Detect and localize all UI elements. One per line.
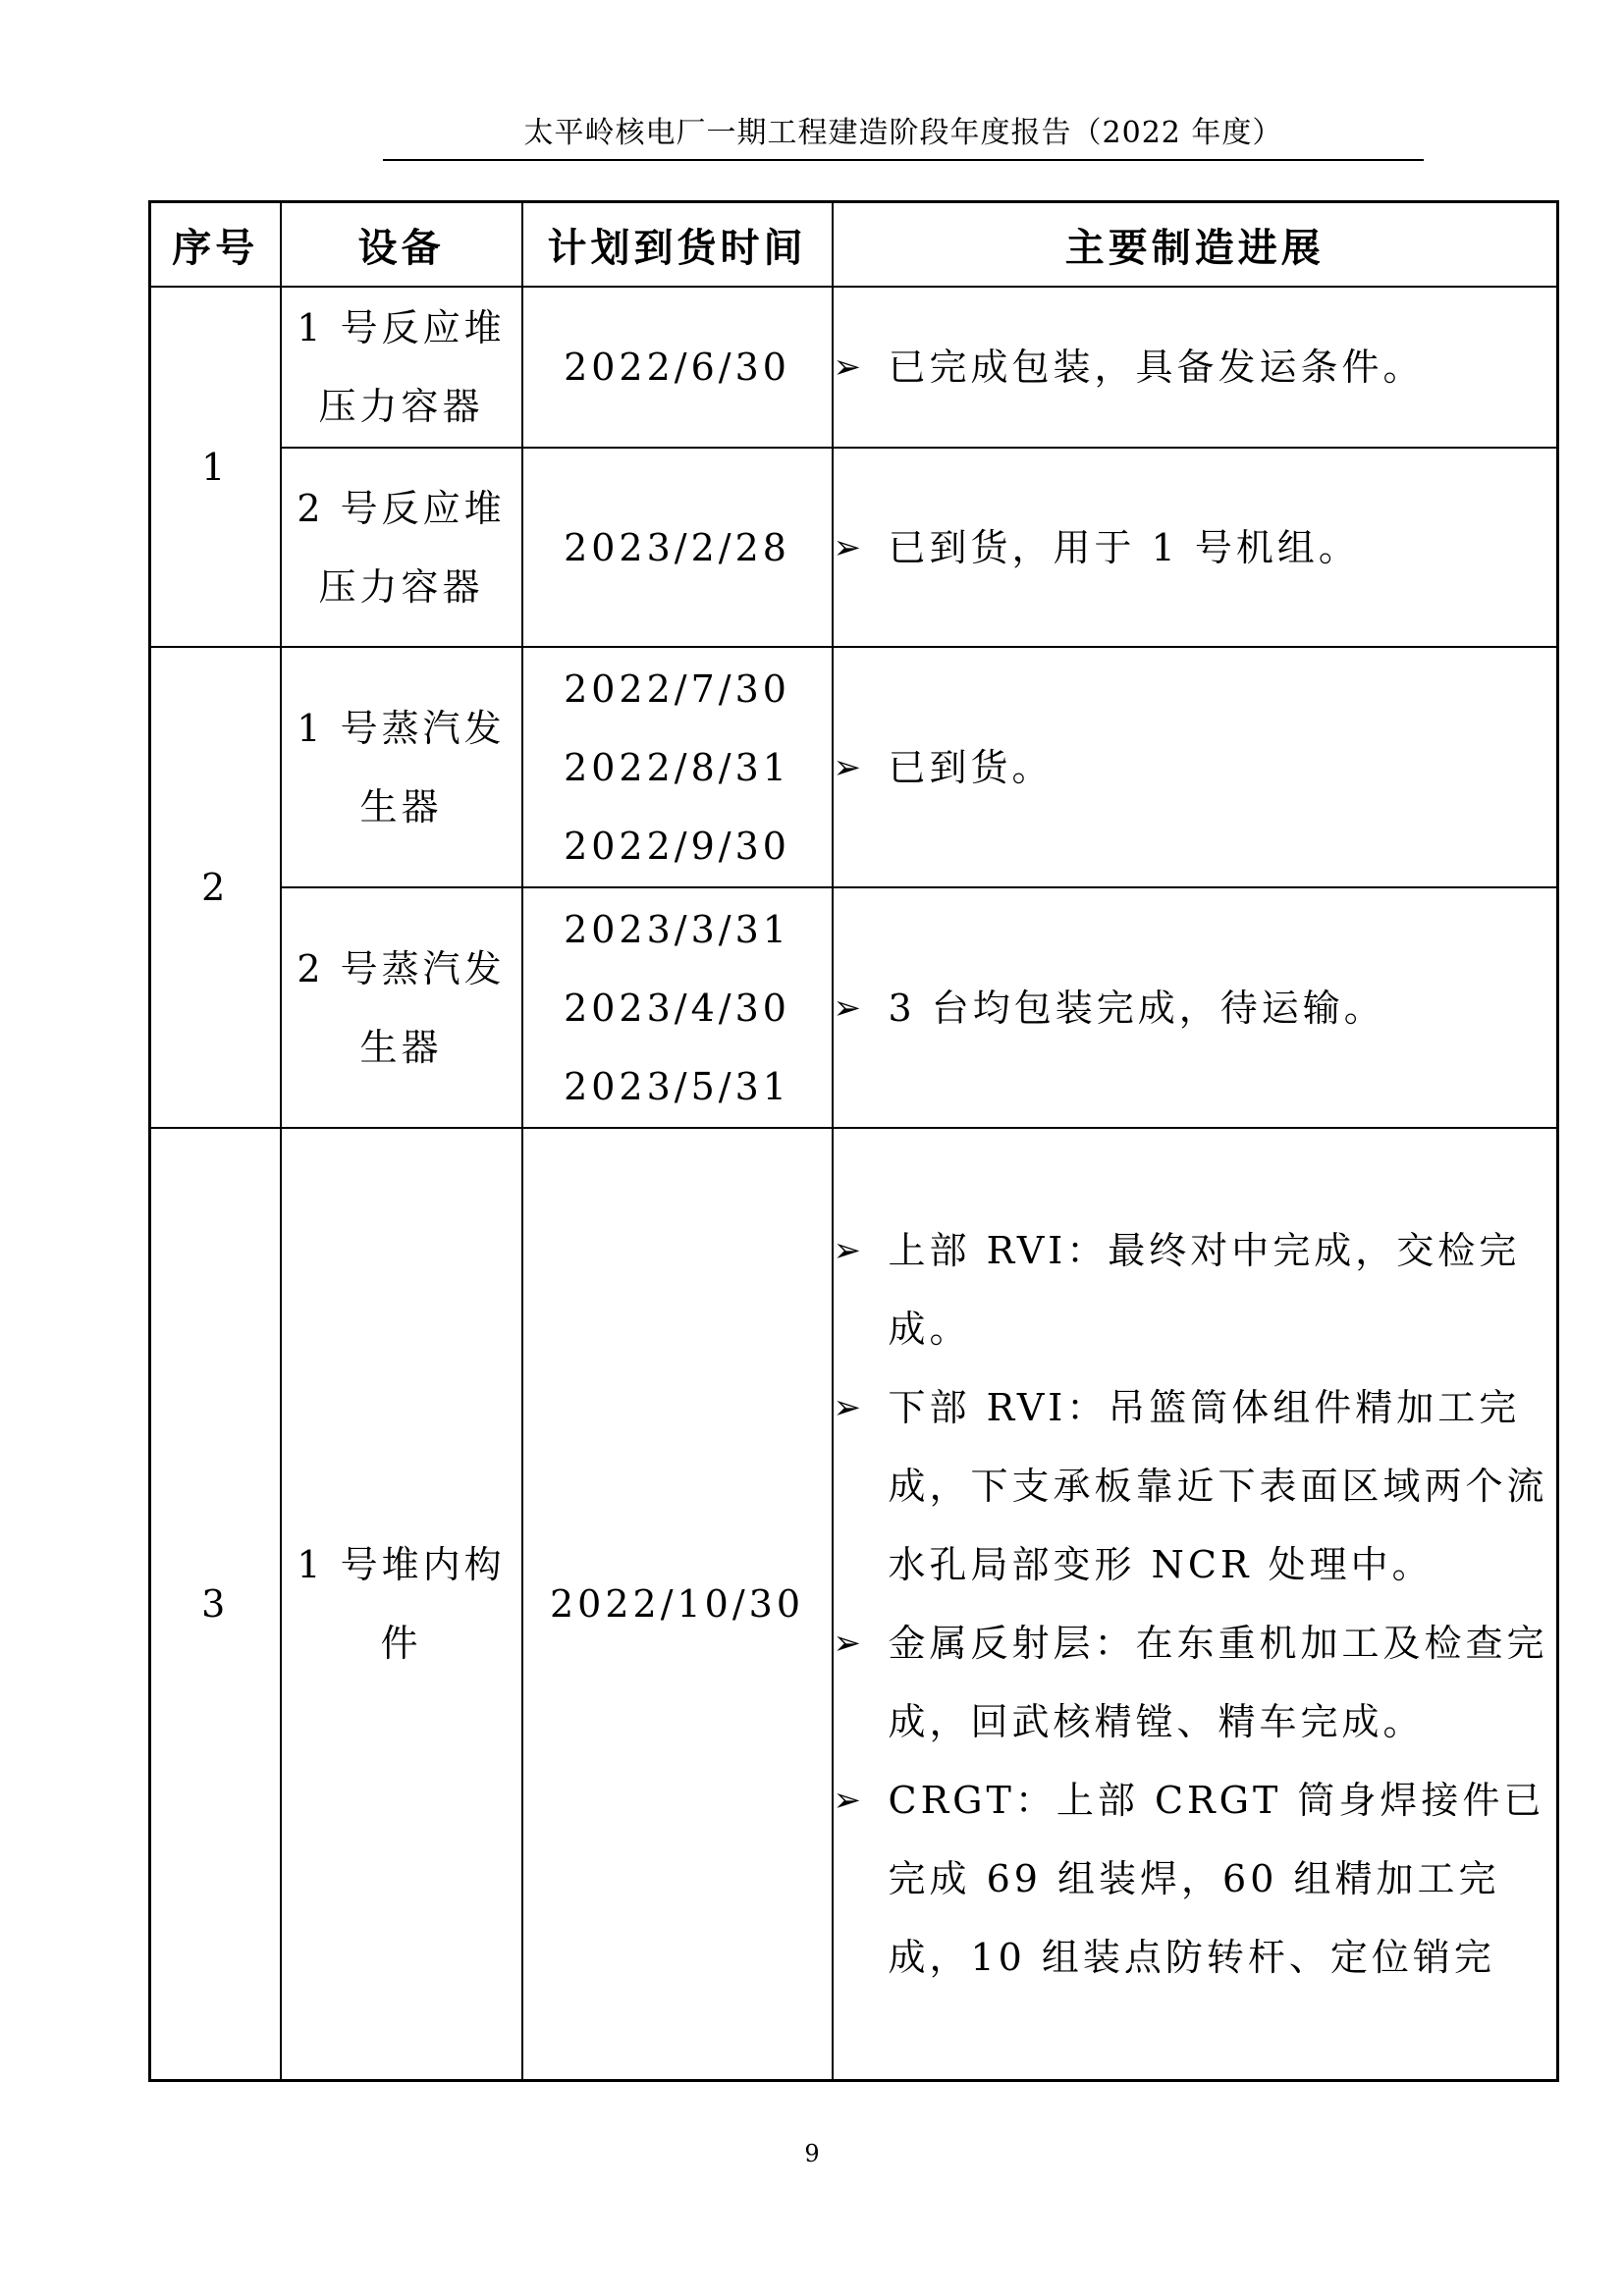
progress-item: ➢ CRGT：上部 CRGT 筒身焊接件已完成 69 组装焊，60 组精加工完成，10 组装点防转杆、定位销完: [834, 1761, 1557, 1997]
header-rule: [383, 159, 1424, 161]
date-cell: [522, 647, 833, 887]
progress-item: ➢ 金属反射层：在东重机加工及检查完成，回武核精镗、精车完成。: [834, 1604, 1557, 1761]
progress-item: ➢ 3 台均包装完成，待运输。: [834, 969, 1557, 1047]
progress-item: ➢ 已完成包装，具备发运条件。: [834, 328, 1557, 406]
progress-cell: [833, 448, 1558, 647]
equipment-cell: 2 号蒸汽发生器: [281, 887, 522, 1128]
progress-cell: [833, 887, 1558, 1128]
seq-cell: 3: [150, 1128, 281, 2080]
table-row: [150, 287, 1558, 448]
date-line: 2022/7/30: [564, 667, 790, 711]
table-row: [150, 1128, 1558, 2080]
progress-item: ➢ 下部 RVI：吊篮筒体组件精加工完成，下支承板靠近下表面区域两个流水孔局部变形 NCR 处理中。: [834, 1368, 1557, 1604]
date-line: 2023/5/31: [564, 1064, 790, 1108]
equipment-cell: 2 号反应堆压力容器: [281, 448, 522, 647]
date-cell: 2022/10/30: [522, 1128, 833, 2080]
equipment-progress-table: [148, 200, 1559, 2082]
progress-item: ➢ 已到货，用于 1 号机组。: [834, 508, 1557, 587]
date-line: 2023/3/31: [564, 907, 790, 951]
progress-cell: [833, 287, 1558, 448]
date-line: 2023/4/30: [564, 986, 790, 1030]
equipment-cell: 1 号蒸汽发生器: [281, 647, 522, 887]
equipment-cell: 1 号堆内构件: [281, 1128, 522, 2080]
table-row: [150, 887, 1558, 1128]
seq-cell: 1: [150, 287, 281, 647]
date-line: 2022/9/30: [564, 824, 790, 868]
date-line: 2022/8/31: [564, 745, 790, 789]
col-header-arrival-date: 计划到货时间: [522, 202, 833, 288]
col-header-seq: 序号: [150, 202, 281, 288]
table-row: [150, 448, 1558, 647]
table-header-row: [150, 202, 1558, 288]
progress-cell: [833, 647, 1558, 887]
seq-cell: 2: [150, 647, 281, 1128]
date-cell: 2022/6/30: [522, 287, 833, 448]
progress-item: ➢ 已到货。: [834, 728, 1557, 807]
table-row: [150, 647, 1558, 887]
equipment-cell: 1 号反应堆压力容器: [281, 287, 522, 448]
date-cell: [522, 887, 833, 1128]
col-header-progress: 主要制造进展: [833, 202, 1558, 288]
col-header-equipment: 设备: [281, 202, 522, 288]
date-cell: 2023/2/28: [522, 448, 833, 647]
page-number: 9: [804, 2140, 820, 2167]
page-header-title: 太平岭核电厂一期工程建造阶段年度报告（2022 年度）: [523, 116, 1283, 150]
progress-cell: [833, 1128, 1558, 2080]
progress-item: ➢ 上部 RVI：最终对中完成，交检完成。: [834, 1211, 1557, 1368]
